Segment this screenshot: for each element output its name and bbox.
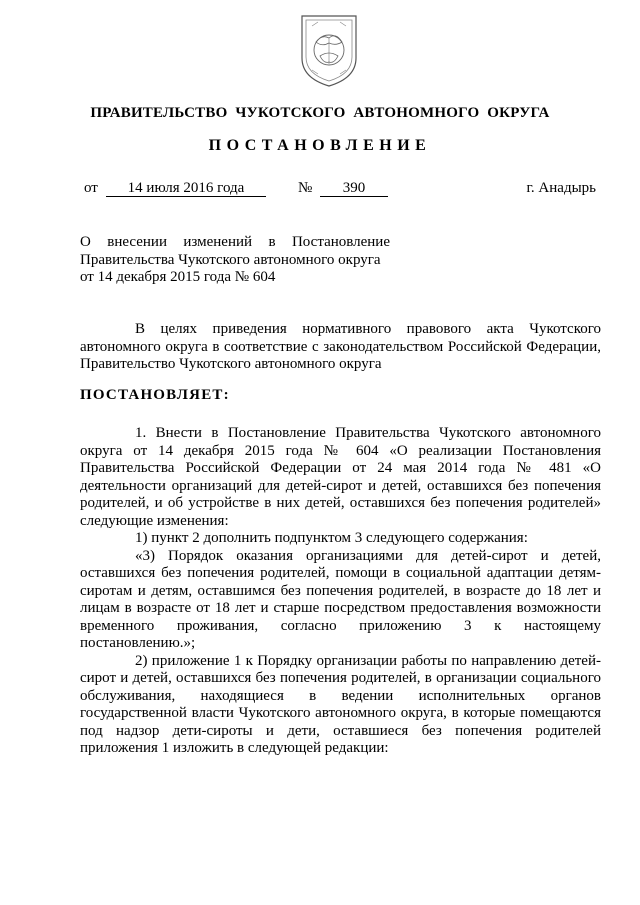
decree-body: [80, 425, 601, 758]
document-city: г. Анадырь: [526, 180, 596, 196]
document-date-value: 14 июля 2016 года: [106, 180, 266, 197]
document-subject: [80, 234, 390, 287]
body-paragraph-4: 2) приложение 1 к Порядку организации работы по направлению детей-сирот и детей, оставшихся без попечения родителей, в организации социального обслуживания, находящиеся в ведении исполнительных органов государственной власти Чукотского автономного округа, в которые помещаются под надзор дети-сироты и дети, оставшиеся без попечения родителей приложения 1 изложить в следующей редакции:: [80, 652, 601, 756]
coat-of-arms-icon: [298, 12, 360, 88]
document-number: [320, 180, 388, 197]
document-date: [106, 180, 266, 197]
preamble: [80, 321, 601, 374]
preamble-text: В целях приведения нормативного правового акта Чукотского автономного округа в соответствие с законодательством Российской Федерации, Правительство Чукотского автономного округа: [80, 321, 601, 372]
body-paragraph-1: 1. Внести в Постановление Правительства Чукотского автономного округа от 14 декабря 2015 года № 604 «О реализации Постановления Правительства Российской Федерации от 24 мая 2014 года № 481 «О деятельности организаций для детей-сирот и детей, оставшихся без попечения родителей, и об устройстве в них детей, оставшихся без попечения родителей» следующие изменения:: [80, 425, 601, 529]
body-paragraph-3: «3) Порядок оказания организациями для детей-сирот и детей, оставшихся без попечения родителей, помощи в социальной адаптации детям-сиротам и детям, оставшимся без попечения родителей, в возрасте до 18 лет и лицам в возрасте от 18 лет и старше посредством предоставления возможности временного проживания, согласно приложению 3 к настоящему постановлению.»;: [80, 547, 601, 651]
document-number-value: 390: [320, 180, 388, 197]
document-type: ПОСТАНОВЛЕНИЕ: [208, 137, 432, 154]
date-label: от: [84, 180, 98, 196]
decree-heading: ПОСТАНОВЛЯЕТ:: [80, 387, 230, 403]
subject-line-3: от 14 декабря 2015 года № 604: [80, 269, 276, 285]
body-paragraph-2: 1) пункт 2 дополнить подпунктом 3 следующего содержания:: [135, 530, 528, 546]
subject-line-2: Правительства Чукотского автономного округа: [80, 251, 381, 268]
number-label: №: [298, 180, 313, 196]
subject-line-1: О внесении изменений в Постановление: [80, 234, 390, 250]
government-name: ПРАВИТЕЛЬСТВО ЧУКОТСКОГО АВТОНОМНОГО ОКРУГА: [90, 105, 550, 121]
